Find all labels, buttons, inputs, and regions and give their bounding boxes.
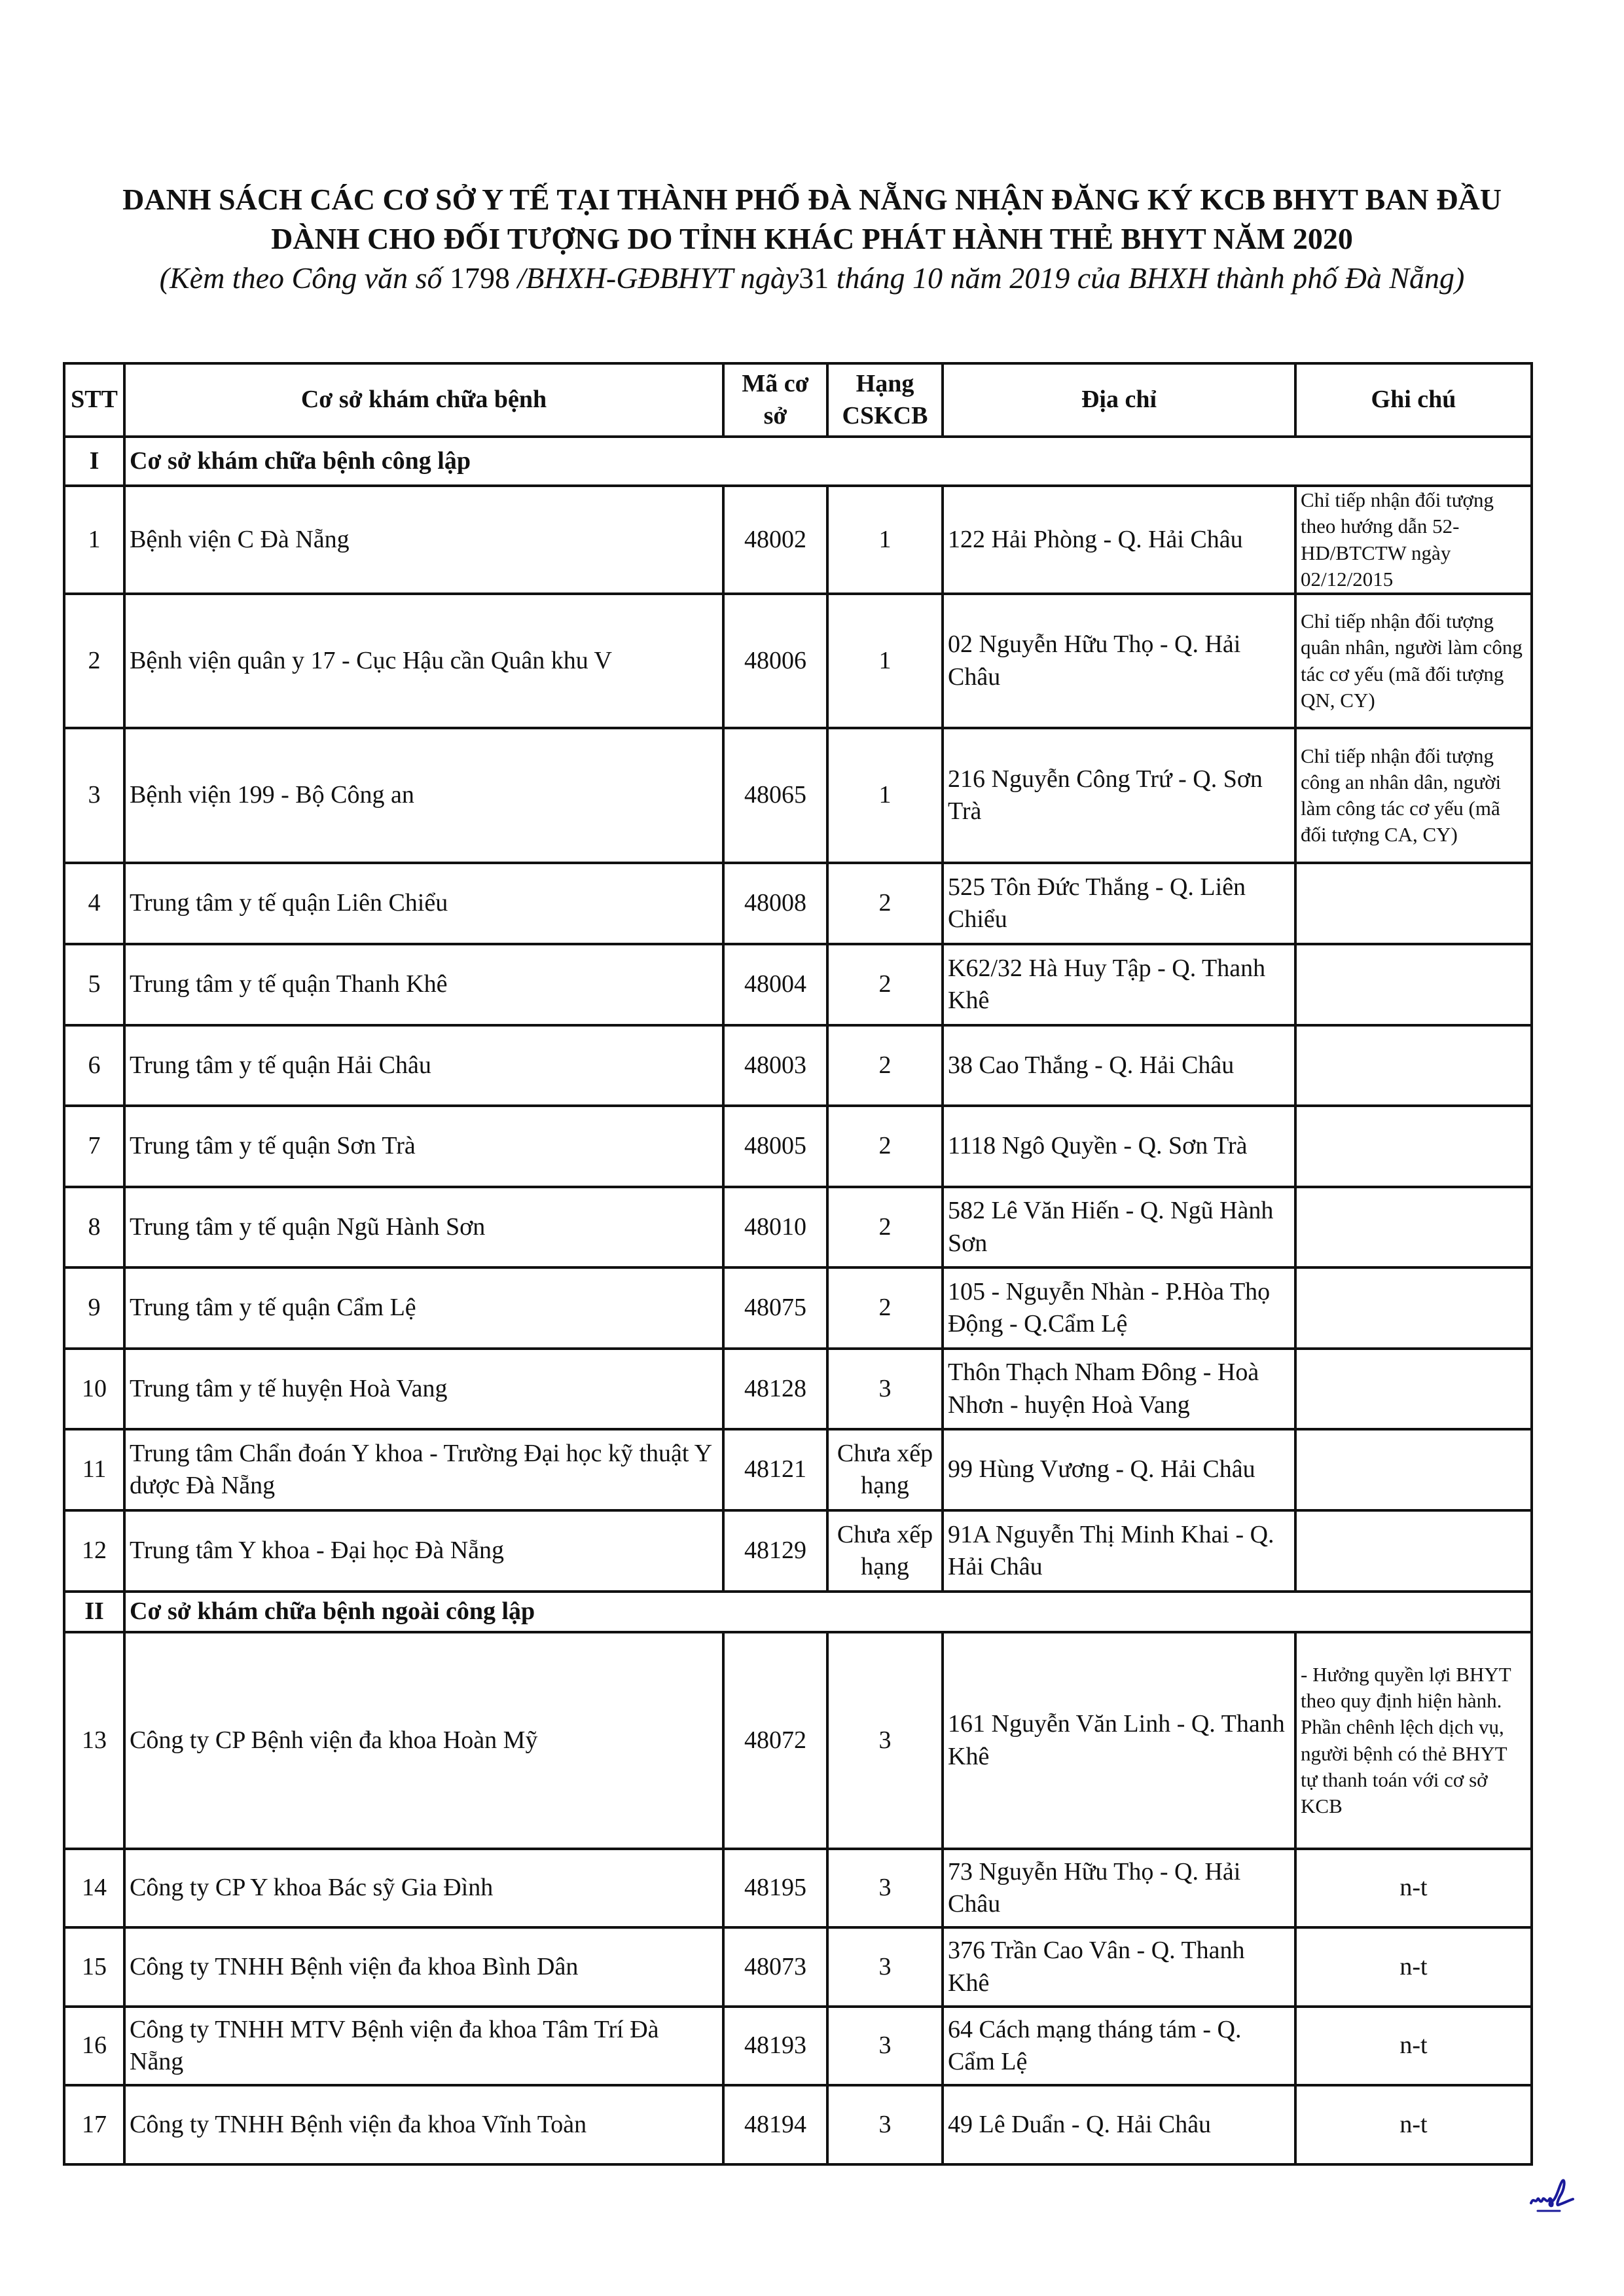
row-note [1295,944,1532,1025]
table-row [64,863,1532,944]
row-stt: 7 [64,1106,124,1187]
row-note [1295,1187,1532,1267]
row-facility-name: Bệnh viện quân y 17 - Cục Hậu cần Quân khu V [124,594,723,728]
row-address: 1118 Ngô Quyền - Q. Sơn Trà [943,1106,1295,1187]
row-facility-name: Trung tâm y tế quận Thanh Khê [124,944,723,1025]
row-facility-rank: 2 [827,1187,943,1267]
table-row [64,1025,1532,1106]
row-facility-rank: 3 [827,1632,943,1849]
row-stt: 1 [64,486,124,594]
table-row [64,594,1532,728]
row-stt: 5 [64,944,124,1025]
row-facility-rank: 2 [827,944,943,1025]
table-row [64,1349,1532,1429]
row-facility-code: 48006 [723,594,827,728]
section-numeral: I [64,437,124,486]
row-note: Chỉ tiếp nhận đối tượng theo hướng dẫn 52-HD/BTCTW ngày 02/12/2015 [1295,486,1532,594]
row-facility-code: 48004 [723,944,827,1025]
row-stt: 14 [64,1849,124,1927]
subtitle-suffix: tháng 10 năm 2019 của BHXH thành phố Đà Nẵng) [829,261,1465,295]
row-facility-code: 48195 [723,1849,827,1927]
row-note: - Hưởng quyền lợi BHYT theo quy định hiện hành. Phần chênh lệch dịch vụ, người bệnh có thẻ BHYT tự thanh toán với cơ sở KCB [1295,1632,1532,1849]
header-facility-code: Mã cơ sở [723,363,827,437]
row-facility-code: 48003 [723,1025,827,1106]
row-note: n-t [1295,2085,1532,2164]
row-facility-name: Trung tâm y tế huyện Hoà Vang [124,1349,723,1429]
row-address: K62/32 Hà Huy Tập - Q. Thanh Khê [943,944,1295,1025]
signature-icon [1528,2177,1574,2216]
row-facility-name: Công ty TNHH Bệnh viện đa khoa Vĩnh Toàn [124,2085,723,2164]
row-address: Thôn Thạch Nham Đông - Hoà Nhơn - huyện Hoà Vang [943,1349,1295,1429]
row-facility-code: 48129 [723,1510,827,1592]
row-facility-name: Trung tâm y tế quận Liên Chiểu [124,863,723,944]
row-facility-name: Trung tâm y tế quận Cẩm Lệ [124,1267,723,1349]
table-body [64,437,1532,2164]
row-facility-name: Trung tâm y tế quận Ngũ Hành Sơn [124,1187,723,1267]
header-facility-name: Cơ sở khám chữa bệnh [124,363,723,437]
row-note: n-t [1295,2007,1532,2085]
section-numeral: II [64,1592,124,1632]
dispatch-number: 1798 [450,261,511,295]
row-facility-rank: 2 [827,1025,943,1106]
subtitle-mid: /BHXH-GĐBHYT ngày [510,261,799,295]
row-note: n-t [1295,1927,1532,2007]
row-facility-rank: 1 [827,486,943,594]
table-header-row [64,363,1532,437]
table-row [64,1429,1532,1510]
row-facility-name: Trung tâm Y khoa - Đại học Đà Nẵng [124,1510,723,1592]
row-note: Chỉ tiếp nhận đối tượng công an nhân dân, người làm công tác cơ yếu (mã đối tượng CA, CY) [1295,728,1532,863]
row-address: 38 Cao Thắng - Q. Hải Châu [943,1025,1295,1106]
row-facility-rank: 1 [827,594,943,728]
row-facility-code: 48121 [723,1429,827,1510]
section-row [64,1592,1532,1632]
row-address: 582 Lê Văn Hiến - Q. Ngũ Hành Sơn [943,1187,1295,1267]
row-stt: 11 [64,1429,124,1510]
table-row [64,1267,1532,1349]
row-facility-name: Trung tâm Chẩn đoán Y khoa - Trường Đại học kỹ thuật Y dược Đà Nẵng [124,1429,723,1510]
row-address: 122 Hải Phòng - Q. Hải Châu [943,486,1295,594]
row-facility-rank: 3 [827,2007,943,2085]
row-note [1295,863,1532,944]
table-row [64,1510,1532,1592]
table-row [64,1632,1532,1849]
header-note: Ghi chú [1295,363,1532,437]
row-address: 64 Cách mạng tháng tám - Q. Cẩm Lệ [943,2007,1295,2085]
row-stt: 8 [64,1187,124,1267]
row-facility-rank: 3 [827,2085,943,2164]
row-address: 49 Lê Duẩn - Q. Hải Châu [943,2085,1295,2164]
header-address: Địa chỉ [943,363,1295,437]
row-facility-rank: Chưa xếp hạng [827,1510,943,1592]
document-title-line-2: DÀNH CHO ĐỐI TƯỢNG DO TỈNH KHÁC PHÁT HÀNH THẺ BHYT NĂM 2020 [271,222,1353,255]
table-row [64,1187,1532,1267]
row-facility-name: Trung tâm y tế quận Sơn Trà [124,1106,723,1187]
row-note: n-t [1295,1849,1532,1927]
row-facility-code: 48008 [723,863,827,944]
table-row [64,2085,1532,2164]
row-address: 91A Nguyễn Thị Minh Khai - Q. Hải Châu [943,1510,1295,1592]
row-stt: 2 [64,594,124,728]
row-facility-rank: Chưa xếp hạng [827,1429,943,1510]
row-facility-name: Công ty CP Bệnh viện đa khoa Hoàn Mỹ [124,1632,723,1849]
row-note [1295,1429,1532,1510]
row-stt: 10 [64,1349,124,1429]
table-row [64,1106,1532,1187]
row-stt: 9 [64,1267,124,1349]
row-note [1295,1349,1532,1429]
row-stt: 15 [64,1927,124,2007]
row-facility-name: Bệnh viện 199 - Bộ Công an [124,728,723,863]
row-facility-name: Trung tâm y tế quận Hải Châu [124,1025,723,1106]
row-stt: 17 [64,2085,124,2164]
row-facility-rank: 2 [827,863,943,944]
row-address: 99 Hùng Vương - Q. Hải Châu [943,1429,1295,1510]
row-stt: 4 [64,863,124,944]
row-facility-rank: 3 [827,1927,943,2007]
row-address: 73 Nguyễn Hữu Thọ - Q. Hải Châu [943,1849,1295,1927]
table-row [64,944,1532,1025]
row-facility-code: 48005 [723,1106,827,1187]
row-facility-name: Công ty TNHH MTV Bệnh viện đa khoa Tâm Trí Đà Nẵng [124,2007,723,2085]
table-row [64,2007,1532,2085]
row-address: 02 Nguyễn Hữu Thọ - Q. Hải Châu [943,594,1295,728]
table-row [64,728,1532,863]
row-note [1295,1510,1532,1592]
row-note [1295,1267,1532,1349]
row-stt: 3 [64,728,124,863]
section-row [64,437,1532,486]
row-facility-name: Công ty TNHH Bệnh viện đa khoa Bình Dân [124,1927,723,2007]
row-facility-code: 48075 [723,1267,827,1349]
row-facility-code: 48073 [723,1927,827,2007]
document-title-line-1: DANH SÁCH CÁC CƠ SỞ Y TẾ TẠI THÀNH PHỐ ĐÀ NẴNG NHẬN ĐĂNG KÝ KCB BHYT BAN ĐẦU [122,183,1502,216]
row-address: 525 Tôn Đức Thắng - Q. Liên Chiểu [943,863,1295,944]
row-facility-code: 48072 [723,1632,827,1849]
row-facility-code: 48002 [723,486,827,594]
row-address: 161 Nguyễn Văn Linh - Q. Thanh Khê [943,1632,1295,1849]
row-facility-rank: 2 [827,1106,943,1187]
dispatch-day: 31 [799,261,829,295]
table-row [64,1927,1532,2007]
facility-table [63,362,1533,2166]
row-stt: 16 [64,2007,124,2085]
table-row [64,1849,1532,1927]
row-facility-rank: 3 [827,1849,943,1927]
row-facility-name: Công ty CP Y khoa Bác sỹ Gia Đình [124,1849,723,1927]
row-note [1295,1025,1532,1106]
row-facility-code: 48193 [723,2007,827,2085]
row-facility-rank: 2 [827,1267,943,1349]
row-address: 216 Nguyễn Công Trứ - Q. Sơn Trà [943,728,1295,863]
row-facility-rank: 3 [827,1349,943,1429]
row-note [1295,1106,1532,1187]
row-facility-code: 48128 [723,1349,827,1429]
header-stt: STT [64,363,124,437]
section-label: Cơ sở khám chữa bệnh ngoài công lập [124,1592,1532,1632]
row-facility-code: 48065 [723,728,827,863]
row-stt: 12 [64,1510,124,1592]
row-facility-code: 48010 [723,1187,827,1267]
row-facility-rank: 1 [827,728,943,863]
row-note: Chỉ tiếp nhận đối tượng quân nhân, người làm công tác cơ yếu (mã đối tượng QN, CY) [1295,594,1532,728]
section-label: Cơ sở khám chữa bệnh công lập [124,437,1532,486]
row-stt: 6 [64,1025,124,1106]
subtitle-prefix: (Kèm theo Công văn số [159,261,450,295]
row-address: 105 - Nguyễn Nhàn - P.Hòa Thọ Động - Q.Cẩm Lệ [943,1267,1295,1349]
row-stt: 13 [64,1632,124,1849]
header-facility-rank: Hạng CSKCB [827,363,943,437]
row-facility-code: 48194 [723,2085,827,2164]
row-address: 376 Trần Cao Vân - Q. Thanh Khê [943,1927,1295,2007]
row-facility-name: Bệnh viện C Đà Nẵng [124,486,723,594]
table-row [64,486,1532,594]
document-subtitle [0,261,1624,295]
